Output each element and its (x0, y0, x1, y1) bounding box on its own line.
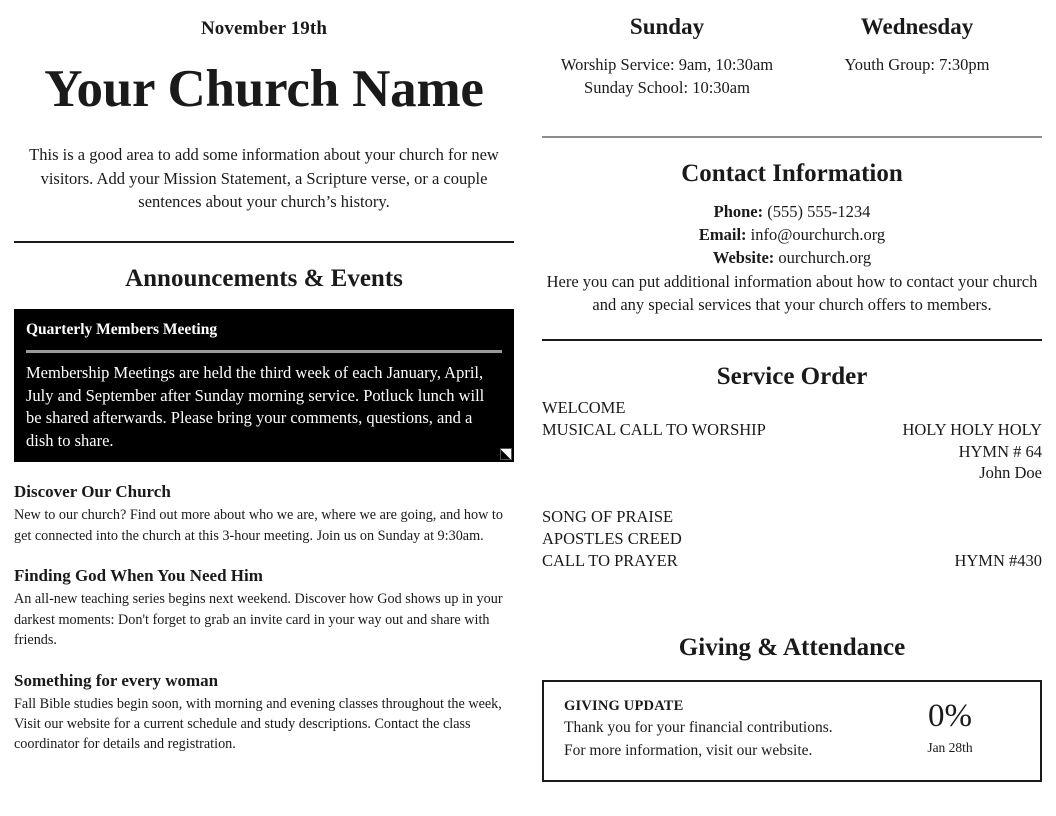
service-order-row (542, 441, 1042, 463)
service-order-detail: HYMN # 64 (958, 441, 1042, 461)
service-order-spacer (542, 484, 1042, 506)
right-divider-2 (542, 339, 1042, 341)
right-column (528, 0, 1056, 816)
contact-website-row (542, 246, 1042, 269)
announcement-body: New to our church? Find out more about who we are, where we are going, and how to get connected into the church at this 3-hour meeting. Join us on Sunday at 9:30am. (14, 507, 503, 544)
service-order-detail: HOLY HOLY HOLY (902, 419, 1042, 439)
service-order-item: CALL TO PRAYER (542, 551, 678, 571)
announcement-item (14, 482, 514, 546)
featured-announcement-title: Quarterly Members Meeting (26, 321, 218, 339)
giving-update-text (564, 698, 880, 762)
giving-percent-value: 0% (928, 698, 972, 735)
announcement-item (14, 671, 514, 755)
featured-announcement-box[interactable] (14, 309, 514, 462)
service-order-row (542, 397, 1042, 419)
giving-update-box (542, 680, 1042, 782)
featured-announcement-divider (26, 350, 502, 353)
service-order-row (542, 506, 1042, 528)
announcement-body: Fall Bible studies begin soon, with morning and evening classes throughout the week, Visit our website for a current schedule and study descriptions. Contact the class coordinator for details and registration. (14, 695, 502, 753)
contact-email-label: Email: (698, 224, 747, 244)
service-order-detail: HYMN #430 (954, 551, 1042, 571)
church-intro-text: This is a good area to add some information about your church for new visitors. Add your Mission Statement, a Scripture verse, or a couple sentences about your church’s history. (29, 145, 499, 211)
service-day-sunday (542, 14, 792, 100)
service-times-block (542, 14, 1042, 100)
giving-statistic (880, 698, 1020, 756)
service-day-name: Sunday (629, 14, 705, 39)
contact-phone-row (542, 200, 1042, 223)
featured-announcement-body: Membership Meetings are held the third week of each January, April, July and September after Sunday morning service. Potluck lunch will be shared afterwards. Please bring your comments, questions, and a dish to share. (26, 362, 485, 450)
spacer (542, 572, 1042, 634)
service-order-section-title: Service Order (716, 362, 868, 390)
announcement-title: Something for every woman (14, 670, 219, 690)
contact-section-title: Contact Information (681, 159, 903, 187)
service-order-item: APOSTLES CREED (542, 529, 682, 549)
spacer (542, 100, 1042, 136)
service-order-item: SONG OF PRAISE (542, 507, 674, 527)
contact-phone-value: (555) 555-1234 (767, 201, 871, 221)
giving-update-label: GIVING UPDATE (564, 698, 684, 715)
service-day-name: Wednesday (860, 14, 974, 39)
spacer (542, 317, 1042, 339)
contact-note: Here you can put additional information about how to contact your church and any special services that your church offers to members. (546, 271, 1038, 315)
bulletin-date: November 19th (200, 18, 327, 39)
contact-website-label: Website: (712, 248, 775, 268)
contact-email-row (542, 223, 1042, 246)
contact-website-value: ourchurch.org (778, 248, 872, 268)
service-order-item: MUSICAL CALL TO WORSHIP (542, 419, 766, 439)
left-divider-1 (14, 241, 514, 243)
announcement-title: Finding God When You Need Him (14, 566, 263, 586)
announcements-section-title: Announcements & Events (125, 265, 403, 293)
service-order-detail: John Doe (979, 463, 1042, 483)
service-day-line: Sunday School: 10:30am (584, 77, 750, 97)
announcement-body: An all-new teaching series begins next weekend. Discover how God shows up in your darkest moments: Don't forget to grab an invite card in your way out and share with friends. (14, 591, 503, 649)
announcement-title: Discover Our Church (14, 482, 171, 502)
service-order-item: WELCOME (542, 397, 626, 417)
service-day-wednesday (792, 14, 1042, 100)
service-order-row (542, 528, 1042, 550)
service-order-row (542, 462, 1042, 484)
contact-details (542, 200, 1042, 317)
giving-update-line: For more information, visit our website. (564, 741, 813, 759)
giving-date-label: Jan 28th (927, 739, 973, 755)
contact-email-value: info@ourchurch.org (750, 224, 886, 244)
church-name-title: Your Church Name (44, 60, 484, 118)
service-day-line: Youth Group: 7:30pm (844, 55, 990, 74)
contact-phone-label: Phone: (713, 201, 764, 221)
service-order-list (542, 397, 1042, 573)
resize-handle-icon[interactable] (500, 448, 512, 460)
service-order-row (542, 550, 1042, 572)
giving-section-title: Giving & Attendance (678, 634, 906, 662)
service-day-line: Worship Service: 9am, 10:30am (560, 55, 774, 74)
announcement-item (14, 566, 514, 650)
service-order-row (542, 419, 1042, 441)
right-divider-1 (542, 136, 1042, 138)
giving-update-line: Thank you for your financial contributions. (564, 719, 833, 737)
